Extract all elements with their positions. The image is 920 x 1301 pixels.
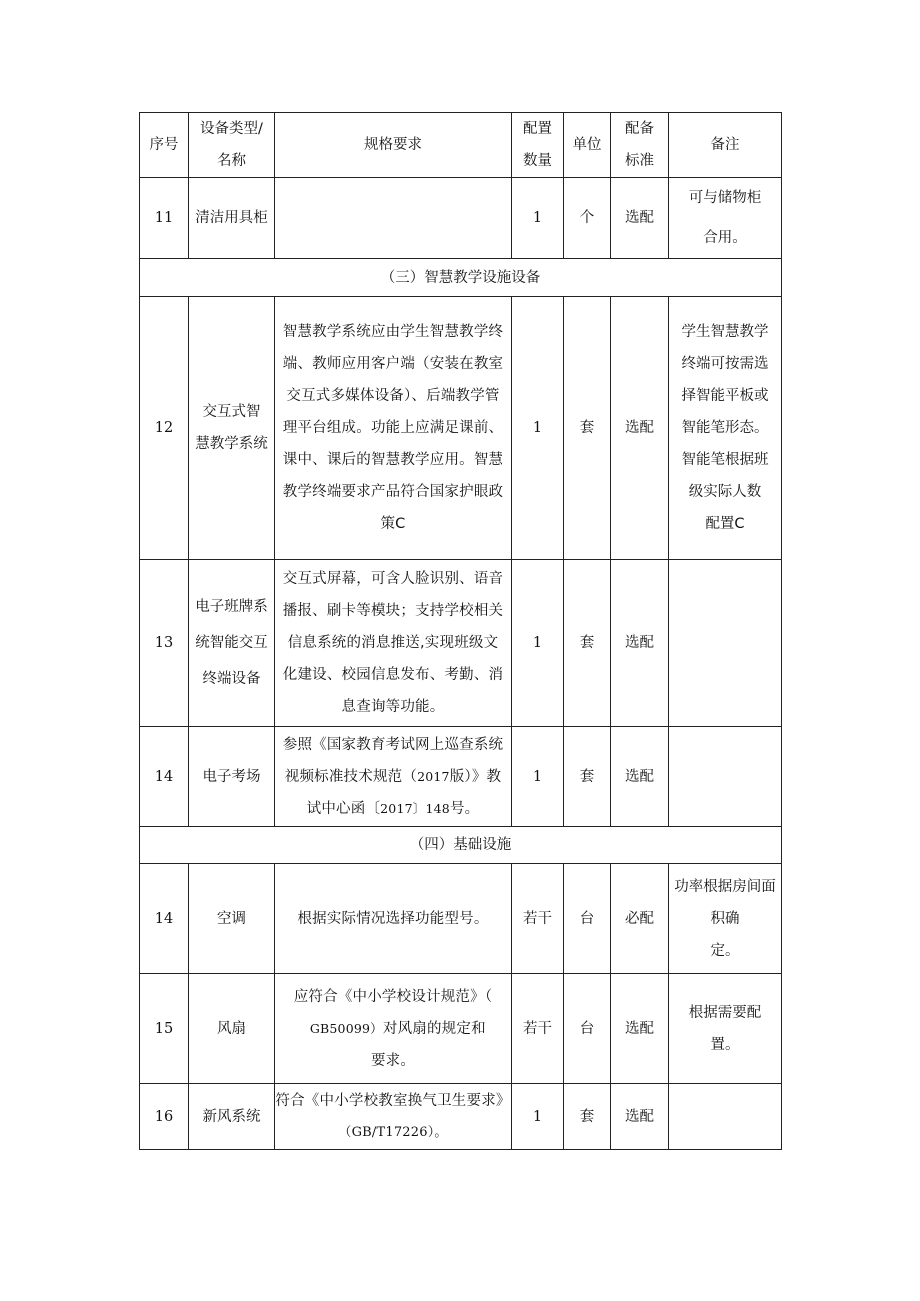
note-line: 根据需要配 — [688, 1004, 762, 1021]
spec-number: GB50099） — [309, 1020, 383, 1036]
header-std-line2: 标准 — [625, 153, 654, 169]
section-row — [140, 827, 782, 864]
spec-line: 智慧教学系统应由学生智慧教学终 — [282, 324, 504, 340]
table-header-row — [140, 113, 782, 178]
header-type-line2: 名称 — [217, 153, 246, 169]
spec-line — [275, 761, 511, 793]
row-note — [669, 1084, 782, 1150]
row-unit: 套 — [564, 727, 611, 827]
spec-text: 号。 — [449, 800, 480, 817]
row-note — [669, 864, 782, 974]
spec-line: （GB/T17226）。 — [338, 1124, 448, 1140]
spec-line: 符合《中小学校教室换气卫生要求》 — [275, 1092, 511, 1109]
note-line: 智能笔根据班 — [681, 452, 769, 468]
row-name: 电子考场 — [189, 727, 275, 827]
row-spec — [275, 297, 512, 560]
spec-line: 理平台组成。功能上应满足课前、 — [282, 420, 504, 436]
row-standard: 选配 — [611, 1084, 669, 1150]
row-qty: 1 — [512, 178, 564, 259]
row-standard: 选配 — [611, 178, 669, 259]
header-standard — [611, 113, 669, 178]
spec-line: 要求。 — [370, 1052, 416, 1069]
header-qty-line1: 配置 — [523, 121, 552, 137]
row-standard: 选配 — [611, 297, 669, 560]
row-qty: 1 — [512, 727, 564, 827]
header-type — [189, 113, 275, 178]
table-row — [140, 1084, 782, 1150]
table-row — [140, 178, 782, 259]
row-name: 新风系统 — [189, 1084, 275, 1150]
spec-text: 试中心函〔 — [306, 800, 381, 817]
header-std-line1: 配备 — [625, 121, 654, 137]
equipment-spec-table — [139, 112, 782, 1150]
header-unit: 单位 — [564, 113, 611, 178]
header-spec: 规格要求 — [275, 113, 512, 178]
spec-line: 交互式屏幕，可含人脸识别、语音 — [282, 571, 504, 587]
spec-line — [275, 1013, 511, 1045]
header-no: 序号 — [140, 113, 189, 178]
table-row — [140, 560, 782, 727]
spec-line: 应符合《中小学校设计规范》（ — [293, 988, 493, 1005]
name-line: 终端设备 — [202, 671, 261, 687]
row-note — [669, 727, 782, 827]
note-line: 积确 — [710, 910, 740, 927]
row-name: 风扇 — [189, 974, 275, 1084]
row-number: 15 — [140, 974, 189, 1084]
row-name — [189, 297, 275, 560]
spec-line: 课中、课后的智慧教学应用。智慧 — [282, 452, 504, 468]
row-standard: 选配 — [611, 727, 669, 827]
row-note — [669, 560, 782, 727]
name-line: 交互式智 — [202, 404, 261, 420]
row-unit: 套 — [564, 1084, 611, 1150]
note-line: 合用。 — [703, 230, 747, 246]
spec-line: 端、教师应用客户端（安装在教室 — [282, 356, 504, 372]
spec-number: 2017〕148 — [380, 800, 450, 816]
spec-line — [275, 793, 511, 825]
section-title-3: （三）智慧教学设施设备 — [140, 259, 782, 297]
row-number: 16 — [140, 1084, 189, 1150]
row-number: 11 — [140, 178, 189, 259]
name-line: 慧教学系统 — [195, 436, 268, 452]
name-line: 统智能交互 — [195, 635, 268, 651]
note-line: 级实际人数 — [688, 484, 762, 500]
row-name — [189, 560, 275, 727]
row-standard: 选配 — [611, 974, 669, 1084]
row-unit: 个 — [564, 178, 611, 259]
note-line: 终端可按需选 — [681, 356, 769, 372]
note-line: 功率根据房间面 — [674, 878, 776, 895]
note-line: 置。 — [710, 1036, 740, 1053]
section-title-4: （四）基础设施 — [140, 827, 782, 864]
row-qty: 若干 — [512, 974, 564, 1084]
row-number: 14 — [140, 727, 189, 827]
row-name: 空调 — [189, 864, 275, 974]
row-spec — [275, 560, 512, 727]
row-spec — [275, 727, 512, 827]
spec-text: 对风扇的规定和 — [382, 1020, 486, 1037]
row-unit: 套 — [564, 560, 611, 727]
table-row — [140, 297, 782, 560]
row-note — [669, 178, 782, 259]
spec-number: 2017 — [417, 768, 450, 784]
spec-line: 化建设、校园信息发布、考勤、消 — [282, 667, 504, 683]
note-line: 择智能平板或 — [681, 388, 769, 404]
row-unit: 套 — [564, 297, 611, 560]
row-spec — [275, 1084, 512, 1150]
row-standard: 必配 — [611, 864, 669, 974]
spec-line: 教学终端要求产品符合国家护眼政 — [282, 484, 504, 500]
spec-line: 播报、刷卡等模块；支持学校相关 — [282, 603, 504, 619]
spec-line: 策C — [380, 516, 406, 532]
table-row — [140, 974, 782, 1084]
section-row — [140, 259, 782, 297]
note-line: 可与储物柜 — [688, 190, 762, 206]
row-unit: 台 — [564, 864, 611, 974]
row-note — [669, 297, 782, 560]
header-qty-line2: 数量 — [523, 153, 552, 169]
row-qty: 1 — [512, 297, 564, 560]
header-qty — [512, 113, 564, 178]
header-type-line1: 设备类型/ — [200, 121, 263, 137]
row-number: 12 — [140, 297, 189, 560]
row-standard: 选配 — [611, 560, 669, 727]
spec-line: 信息系统的消息推送,实现班级文 — [287, 635, 499, 651]
row-note — [669, 974, 782, 1084]
row-number: 14 — [140, 864, 189, 974]
row-spec — [275, 178, 512, 259]
row-qty: 1 — [512, 1084, 564, 1150]
row-name: 清洁用具柜 — [189, 178, 275, 259]
note-line: 定。 — [710, 942, 740, 959]
name-line: 电子班牌系 — [195, 599, 268, 615]
row-number: 13 — [140, 560, 189, 727]
row-qty: 1 — [512, 560, 564, 727]
table-row — [140, 864, 782, 974]
header-note: 备注 — [669, 113, 782, 178]
row-spec — [275, 974, 512, 1084]
row-unit: 台 — [564, 974, 611, 1084]
spec-line: 交互式多媒体设备）、后端教学管 — [286, 388, 500, 404]
row-spec: 根据实际情况选择功能型号。 — [275, 864, 512, 974]
spec-text: 版）》教 — [449, 768, 502, 785]
note-line: 智能笔形态。 — [681, 420, 769, 436]
spec-line: 息查询等功能。 — [341, 699, 445, 715]
note-line: 学生智慧教学 — [681, 324, 769, 340]
row-qty: 若干 — [512, 864, 564, 974]
spec-text: 视频标准技术规范（ — [284, 768, 418, 785]
spec-line: 参照《国家教育考试网上巡查系统 — [282, 736, 504, 753]
table-row — [140, 727, 782, 827]
note-line: 配置C — [705, 516, 745, 532]
